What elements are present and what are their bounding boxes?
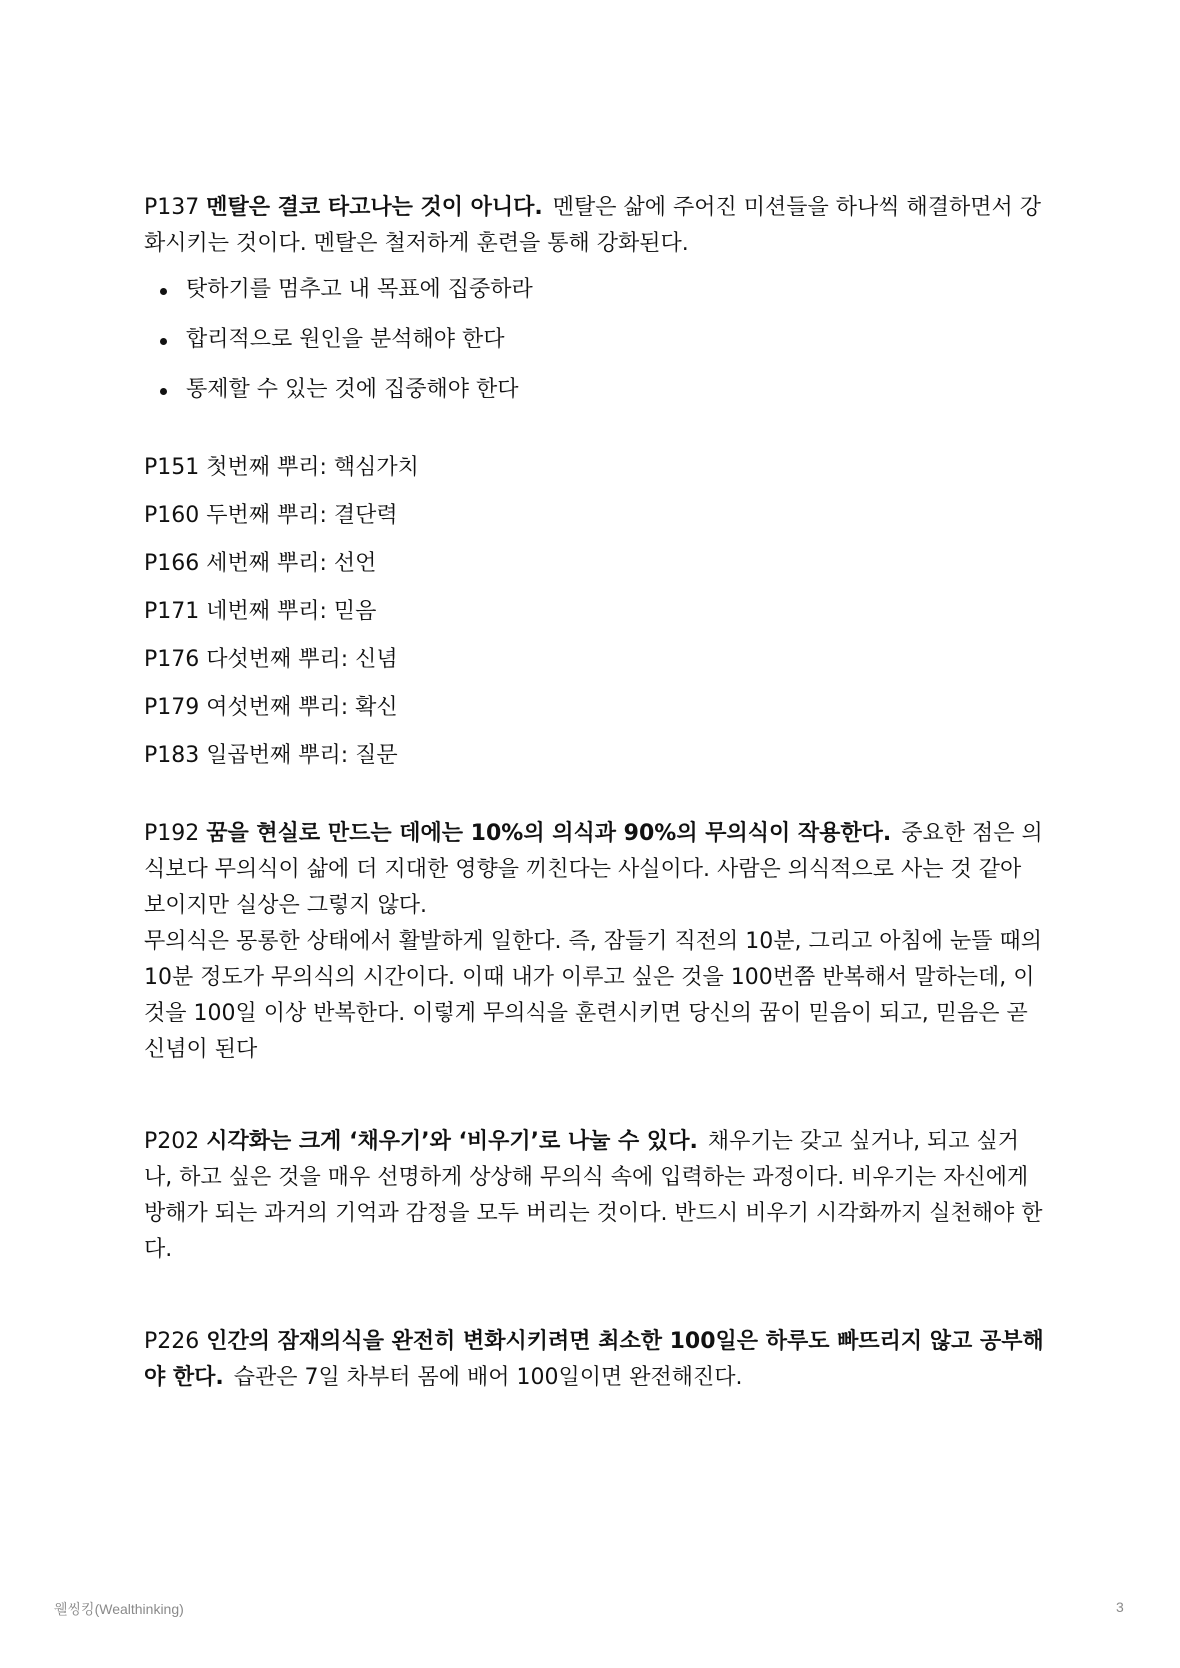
paragraph-text: 습관은 7일 차부터 몸에 배어 100일이면 완전해진다. [233, 1365, 743, 1390]
bullet-item: 통제할 수 있는 것에 집중해야 한다 [144, 372, 1044, 408]
roots-list [144, 450, 1044, 774]
page-ref: P202 [144, 1129, 200, 1154]
paragraph-p202 [144, 1124, 1044, 1268]
bullet-item: 탓하기를 멈추고 내 목표에 집중하라 [144, 272, 1044, 308]
bullet-list [144, 272, 1044, 408]
root-line: P171 네번째 뿌리: 믿음 [144, 599, 377, 624]
document-body [144, 190, 1044, 1396]
root-line: P160 두번째 뿌리: 결단력 [144, 503, 398, 528]
footer-book-title: 웰씽킹(Wealthinking) [54, 1601, 184, 1617]
bold-heading: 꿈을 현실로 만드는 데에는 10%의 의식과 90%의 무의식이 작용한다. [206, 821, 892, 846]
root-line: P183 일곱번째 뿌리: 질문 [144, 743, 398, 768]
page-ref: P137 [144, 195, 200, 220]
paragraph-p192 [144, 816, 1044, 1068]
page-ref: P226 [144, 1329, 200, 1354]
bold-heading: 인간의 잠재의식을 완전히 변화시키려면 최소한 100일은 하루도 빠뜨리지 않고 공부해야 한다. [144, 1329, 1044, 1390]
page-ref: P192 [144, 821, 200, 846]
paragraph-text-continued: 무의식은 몽롱한 상태에서 활발하게 일한다. 즉, 잠들기 직전의 10분, 그리고 아침에 눈뜰 때의 10분 정도가 무의식의 시간이다. 이때 내가 이루고 싶은 것을 100번쯤 반복해서 말하는데, 이것을 100일 이상 반복한다. 이렇게 무의식을 훈련시키면 당신의 꿈이 믿음이 되고, 믿음은 곧 신념이 된다 [144, 929, 1042, 1062]
footer-page-number: 3 [1116, 1599, 1124, 1615]
root-line: P166 세번째 뿌리: 선언 [144, 551, 377, 576]
root-line: P179 여섯번째 뿌리: 확신 [144, 695, 398, 720]
bold-heading: 멘탈은 결코 타고나는 것이 아니다. [206, 195, 543, 220]
bullet-item: 합리적으로 원인을 분석해야 한다 [144, 322, 1044, 358]
paragraph-p226 [144, 1324, 1044, 1396]
paragraph-p137 [144, 190, 1044, 262]
paragraph-text: 중요한 점은 의식보다 무의식이 삶에 더 지대한 영향을 끼친다는 사실이다. 사람은 의식적으로 사는 것 같아 보이지만 실상은 그렇지 않다. [144, 821, 1043, 918]
paragraph-text: 멘탈은 삶에 주어진 미션들을 하나씩 해결하면서 강화시키는 것이다. 멘탈은 철저하게 훈련을 통해 강화된다. [144, 195, 1042, 256]
root-line: P176 다섯번째 뿌리: 신념 [144, 647, 398, 672]
bold-heading: 시각화는 크게 ‘채우기’와 ‘비우기’로 나눌 수 있다. [206, 1129, 698, 1154]
paragraph-text: 채우기는 갖고 싶거나, 되고 싶거나, 하고 싶은 것을 매우 선명하게 상상해 무의식 속에 입력하는 과정이다. 비우기는 자신에게 방해가 되는 과거의 기억과 감정을 모두 버리는 것이다. 반드시 비우기 시각화까지 실천해야 한다. [144, 1129, 1043, 1262]
root-line: P151 첫번째 뿌리: 핵심가치 [144, 455, 419, 480]
